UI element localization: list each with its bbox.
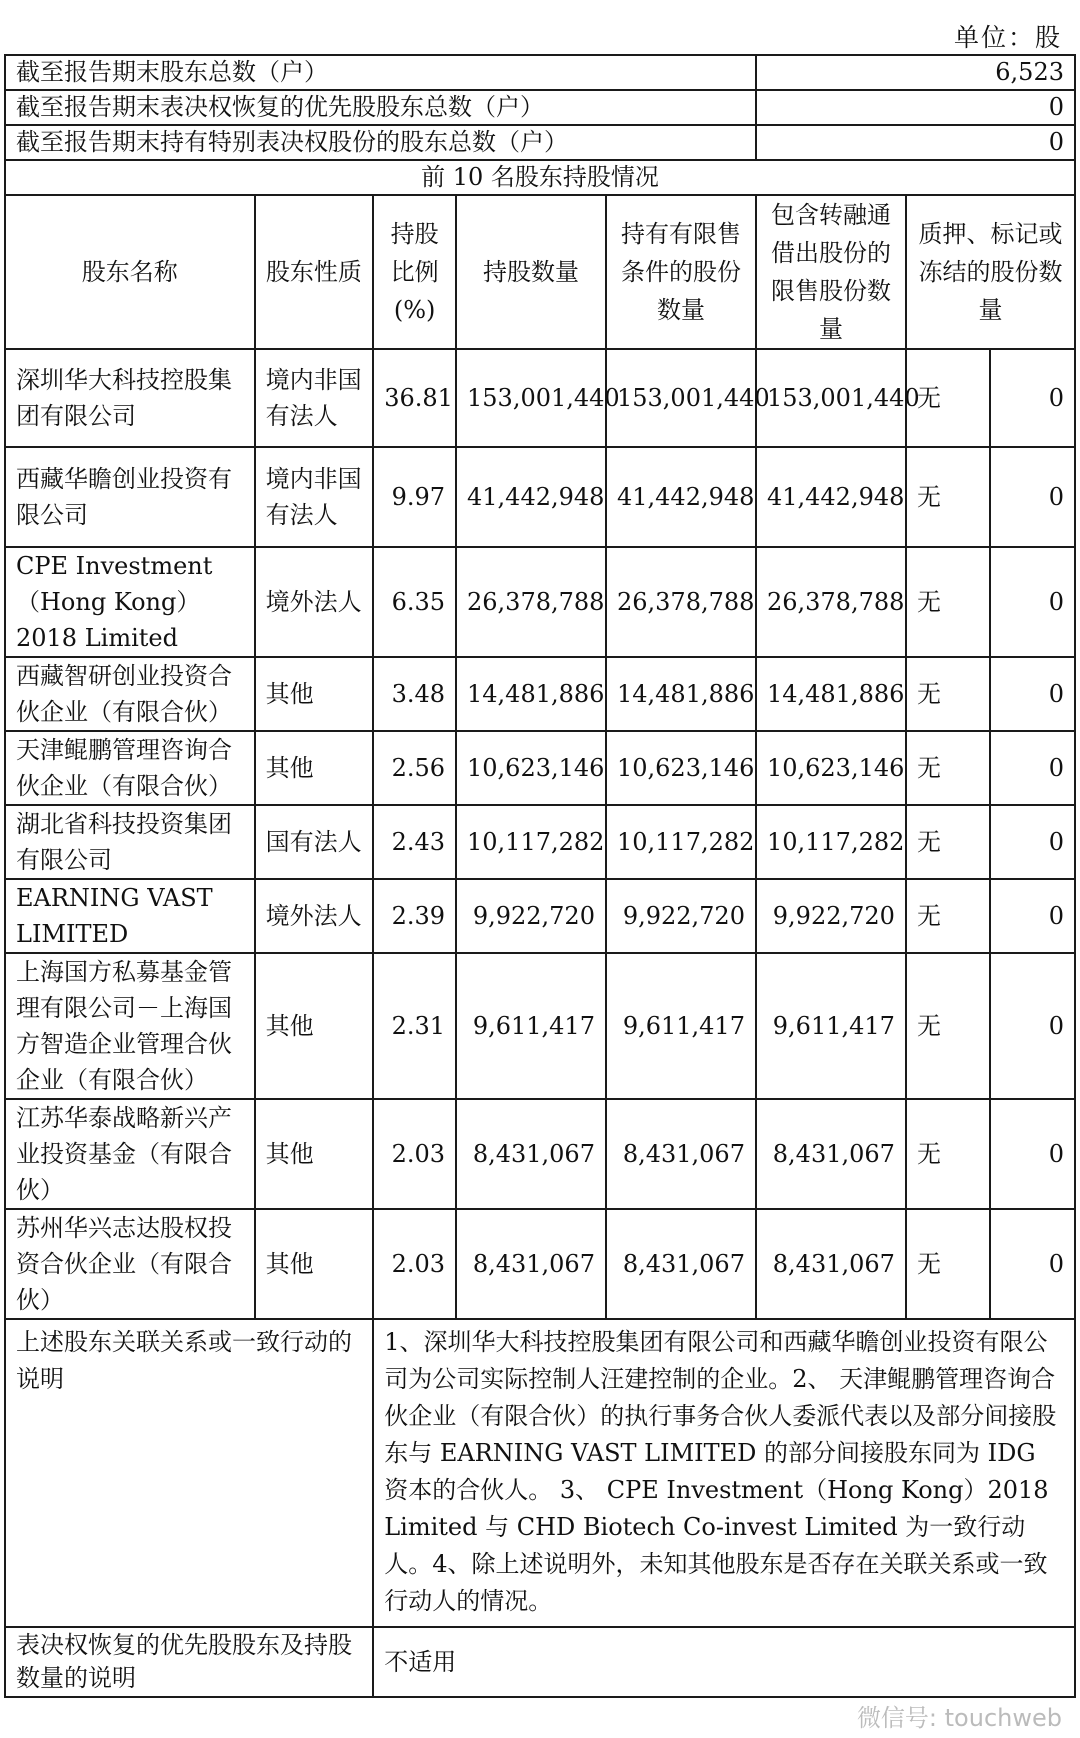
shareholder-name: 上海国方私募基金管理有限公司－上海国方智造企业管理合伙企业（有限合伙）: [5, 953, 255, 1099]
pledge-quantity: 0: [990, 547, 1075, 657]
pledge-status: 无: [906, 1209, 990, 1319]
holding-ratio: 2.56: [373, 731, 456, 805]
shareholder-name: 苏州华兴志达股权投资合伙企业（有限合伙）: [5, 1209, 255, 1319]
shareholder-name: 西藏智研创业投资合伙企业（有限合伙）: [5, 657, 255, 731]
holding-ratio: 2.43: [373, 805, 456, 879]
preferred-label: 表决权恢复的优先股股东及持股数量的说明: [5, 1627, 373, 1697]
table-row: [5, 805, 1075, 879]
holding-ratio: 2.31: [373, 953, 456, 1099]
lending-restricted-shares: 10,623,146: [756, 731, 906, 805]
table-row: [5, 349, 1075, 447]
summary-row: [5, 55, 1075, 90]
holding-ratio: 2.03: [373, 1209, 456, 1319]
shareholder-name: 天津鲲鹏管理咨询合伙企业（有限合伙）: [5, 731, 255, 805]
pledge-quantity: 0: [990, 1209, 1075, 1319]
shareholder-nature: 其他: [255, 1209, 374, 1319]
table-row: [5, 879, 1075, 953]
restricted-shares: 9,922,720: [606, 879, 756, 953]
pledge-quantity: 0: [990, 953, 1075, 1099]
restricted-shares: 10,117,282: [606, 805, 756, 879]
pledge-status: 无: [906, 447, 990, 547]
lending-restricted-shares: 26,378,788: [756, 547, 906, 657]
preferred-row: [5, 1627, 1075, 1697]
table-row: [5, 1099, 1075, 1209]
shareholder-name: 江苏华泰战略新兴产业投资基金（有限合伙）: [5, 1099, 255, 1209]
preferred-text: 不适用: [373, 1627, 1075, 1697]
shares-held: 14,481,886: [456, 657, 606, 731]
shareholder-nature: 境外法人: [255, 879, 374, 953]
header-shares: 持股数量: [456, 195, 606, 349]
lending-restricted-shares: 153,001,440: [756, 349, 906, 447]
lending-restricted-shares: 14,481,886: [756, 657, 906, 731]
table-row: [5, 953, 1075, 1099]
holding-ratio: 2.39: [373, 879, 456, 953]
table-row: [5, 657, 1075, 731]
shareholder-table: [4, 54, 1076, 1698]
shares-held: 9,922,720: [456, 879, 606, 953]
restricted-shares: 10,623,146: [606, 731, 756, 805]
lending-restricted-shares: 10,117,282: [756, 805, 906, 879]
restricted-shares: 8,431,067: [606, 1209, 756, 1319]
restricted-shares: 41,442,948: [606, 447, 756, 547]
shareholder-nature: 其他: [255, 1099, 374, 1209]
header-lending: 包含转融通借出股份的限售股份数量: [756, 195, 906, 349]
header-restricted: 持有有限售条件的股份数量: [606, 195, 756, 349]
summary-label: 截至报告期末股东总数（户）: [5, 55, 756, 90]
relation-label: 上述股东关联关系或一致行动的说明: [5, 1319, 373, 1627]
header-nature: 股东性质: [255, 195, 374, 349]
lending-restricted-shares: 9,922,720: [756, 879, 906, 953]
header-row: [5, 195, 1075, 349]
shareholder-nature: 国有法人: [255, 805, 374, 879]
table-row: [5, 731, 1075, 805]
shareholder-nature: 其他: [255, 731, 374, 805]
restricted-shares: 14,481,886: [606, 657, 756, 731]
section-title-row: [5, 160, 1075, 195]
lending-restricted-shares: 41,442,948: [756, 447, 906, 547]
shares-held: 8,431,067: [456, 1099, 606, 1209]
lending-restricted-shares: 8,431,067: [756, 1099, 906, 1209]
shareholder-name: EARNING VAST LIMITED: [5, 879, 255, 953]
pledge-quantity: 0: [990, 447, 1075, 547]
holding-ratio: 2.03: [373, 1099, 456, 1209]
shareholder-name: 西藏华瞻创业投资有限公司: [5, 447, 255, 547]
holding-ratio: 36.81: [373, 349, 456, 447]
restricted-shares: 26,378,788: [606, 547, 756, 657]
pledge-status: 无: [906, 547, 990, 657]
header-pledge: 质押、标记或冻结的股份数量: [906, 195, 1075, 349]
summary-row: [5, 125, 1075, 160]
pledge-quantity: 0: [990, 731, 1075, 805]
pledge-status: 无: [906, 1099, 990, 1209]
summary-value: 6,523: [756, 55, 1075, 90]
shareholder-nature: 境外法人: [255, 547, 374, 657]
pledge-status: 无: [906, 657, 990, 731]
pledge-quantity: 0: [990, 657, 1075, 731]
pledge-quantity: 0: [990, 1099, 1075, 1209]
shareholder-name: CPE Investment（Hong Kong）2018 Limited: [5, 547, 255, 657]
summary-value: 0: [756, 90, 1075, 125]
shareholder-nature: 其他: [255, 953, 374, 1099]
shareholder-nature: 其他: [255, 657, 374, 731]
lending-restricted-shares: 8,431,067: [756, 1209, 906, 1319]
restricted-shares: 153,001,440: [606, 349, 756, 447]
pledge-status: 无: [906, 953, 990, 1099]
relation-row: [5, 1319, 1075, 1627]
table-row: [5, 1209, 1075, 1319]
section-title: 前 10 名股东持股情况: [5, 160, 1075, 195]
pledge-quantity: 0: [990, 805, 1075, 879]
shareholder-nature: 境内非国有法人: [255, 447, 374, 547]
shares-held: 9,611,417: [456, 953, 606, 1099]
table-row: [5, 547, 1075, 657]
unit-label: 单位：股: [953, 23, 1062, 52]
shareholder-nature: 境内非国有法人: [255, 349, 374, 447]
pledge-quantity: 0: [990, 349, 1075, 447]
shares-held: 153,001,440: [456, 349, 606, 447]
shares-held: 10,623,146: [456, 731, 606, 805]
shares-held: 41,442,948: [456, 447, 606, 547]
pledge-quantity: 0: [990, 879, 1075, 953]
shares-held: 8,431,067: [456, 1209, 606, 1319]
shares-held: 26,378,788: [456, 547, 606, 657]
restricted-shares: 9,611,417: [606, 953, 756, 1099]
shares-held: 10,117,282: [456, 805, 606, 879]
restricted-shares: 8,431,067: [606, 1099, 756, 1209]
lending-restricted-shares: 9,611,417: [756, 953, 906, 1099]
table-row: [5, 447, 1075, 547]
pledge-status: 无: [906, 805, 990, 879]
header-ratio: 持股比例(%): [373, 195, 456, 349]
summary-label: 截至报告期末表决权恢复的优先股股东总数（户）: [5, 90, 756, 125]
holding-ratio: 6.35: [373, 547, 456, 657]
shareholder-name: 深圳华大科技控股集团有限公司: [5, 349, 255, 447]
watermark: 微信号: touchweb: [856, 1704, 1062, 1732]
summary-value: 0: [756, 125, 1075, 160]
holding-ratio: 3.48: [373, 657, 456, 731]
relation-text: 1、深圳华大科技控股集团有限公司和西藏华瞻创业投资有限公司为公司实际控制人汪建控制的企业。2、 天津鲲鹏管理咨询合伙企业（有限合伙）的执行事务合伙人委派代表以及部分间接股东与 EARNING VAST LIMITED 的部分间接股东同为 IDG 资本的合伙人。 3、 CPE Investment（Hong Kong）2018 Limited 与 CHD Biotech Co-invest Limited 为一致行动人。4、除上述说明外，未知其他股东是否存在关联关系或一致行动人的情况。: [373, 1319, 1075, 1627]
pledge-status: 无: [906, 879, 990, 953]
holding-ratio: 9.97: [373, 447, 456, 547]
header-name: 股东名称: [5, 195, 255, 349]
summary-label: 截至报告期末持有特别表决权股份的股东总数（户）: [5, 125, 756, 160]
pledge-status: 无: [906, 349, 990, 447]
summary-row: [5, 90, 1075, 125]
shareholder-name: 湖北省科技投资集团有限公司: [5, 805, 255, 879]
pledge-status: 无: [906, 731, 990, 805]
